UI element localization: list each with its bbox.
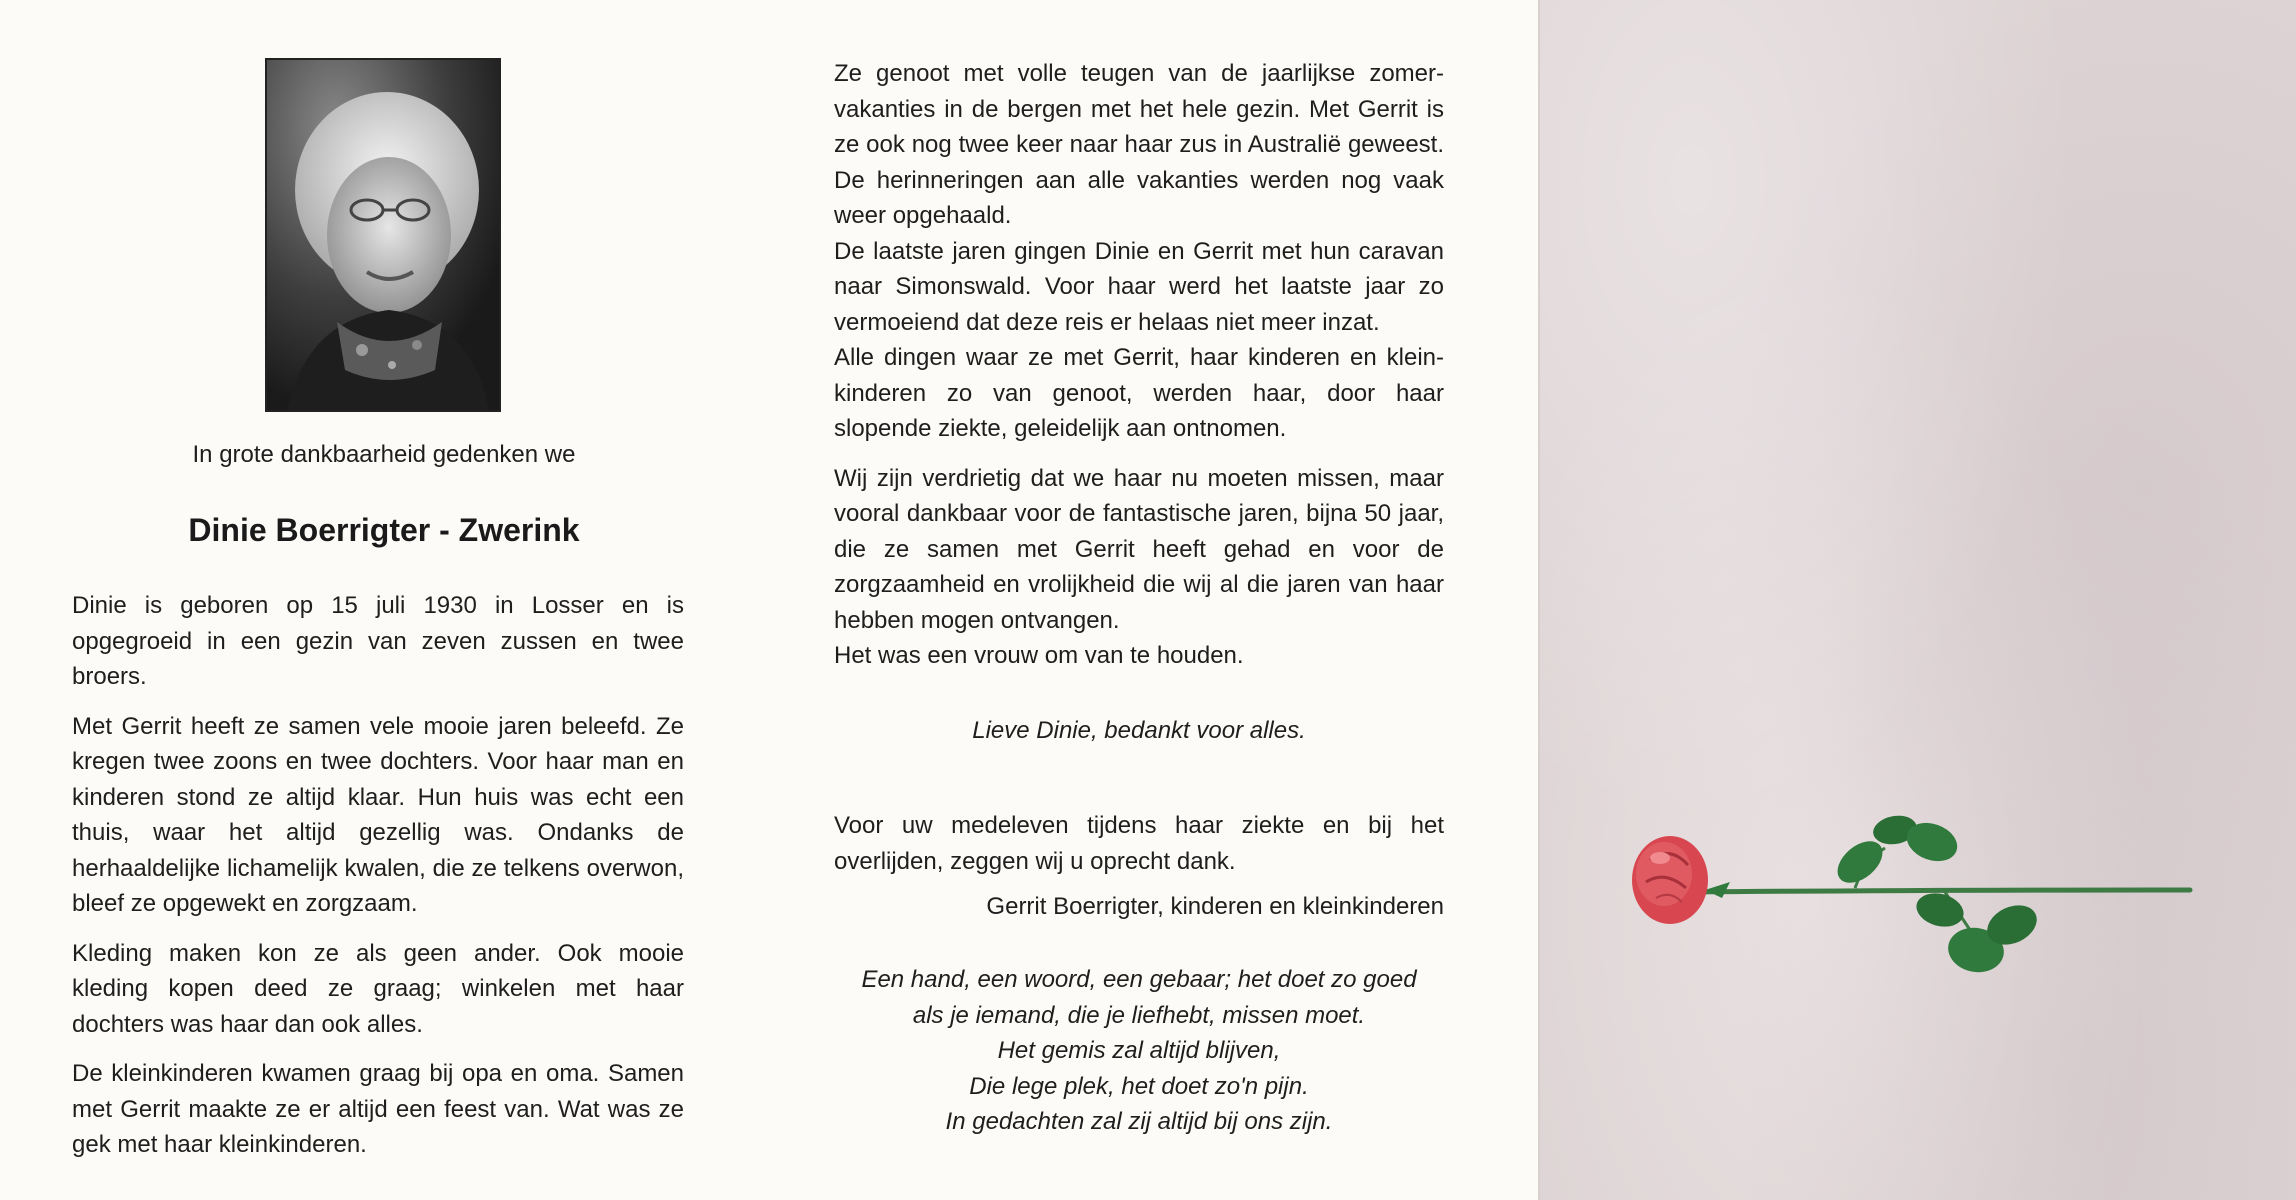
thanks-line: Lieve Dinie, bedankt voor alles.	[972, 717, 1306, 744]
signature: Gerrit Boerrigter, kinderen en kleinkinderen	[986, 893, 1444, 920]
poem-line: In gedachten zal zij altijd bij ons zijn.	[945, 1108, 1333, 1135]
middle-text-block	[834, 56, 1444, 674]
rose-icon	[1610, 790, 2210, 1000]
left-text-block	[72, 588, 684, 1163]
sympathy-block	[834, 808, 1444, 879]
poem	[834, 962, 1444, 1140]
portrait-photo-icon	[267, 60, 499, 410]
poem-line: Het gemis zal altijd blijven,	[997, 1037, 1281, 1064]
deceased-name: Dinie Boerrigter - Zwerink	[188, 512, 580, 548]
marble-panel	[1538, 0, 2296, 1200]
paragraph-family: Met Gerrit heeft ze samen vele mooie jaren beleefd. Ze kregen twee zoons en twee dochters. Voor haar man en kinderen stond ze altijd klaar. Hun huis was echt een thuis, waar het altijd gezellig was. Ondanks de herhaaldelijke lichamelijk kwalen, die ze telkens overwon, bleef ze opgewekt en zorgzaam.	[72, 712, 684, 917]
paragraph-clothing: Kleding maken kon ze als geen ander. Ook mooie kleding kopen deed ze graag; winkelen met haar dochters was haar dan ook alles.	[72, 939, 684, 1038]
paragraph-birth: Dinie is geboren op 15 juli 1930 in Losser en is opgegroeid in een gezin van zeven zussen en twee broers.	[72, 592, 684, 690]
paragraph-caravan: De laatste jaren gingen Dinie en Gerrit met hun caravan naar Simonswald. Voor haar werd het laatste jaar zo vermoeiend dat deze reis er helaas niet meer inzat.	[834, 237, 1444, 336]
paragraph-love: Het was een vrouw om van te houden.	[834, 642, 1244, 669]
paragraph-gratitude: Wij zijn verdrietig dat we haar nu moeten missen, maar vooral dankbaar voor de fantastische jaren, bijna 50 jaar, die ze samen met Gerrit heeft gehad en voor de zorgzaamheid en vrolijkheid die wij al die jaren van haar hebben mogen ontvangen.	[834, 464, 1444, 634]
paragraph-illness: Alle dingen waar ze met Gerrit, haar kinderen en klein-kinderen zo van genoot, werden haar, door haar slopende ziekte, geleidelijk aan ontnomen.	[834, 344, 1444, 442]
left-panel	[0, 0, 768, 1200]
poem-line: als je iemand, die je liefhebt, missen moet.	[912, 1001, 1366, 1029]
sympathy-text: Voor uw medeleven tijdens haar ziekte en bij het overlijden, zeggen wij u oprecht dank.	[834, 812, 1444, 875]
poem-line: Een hand, een woord, een gebaar; het doet zo goed	[861, 966, 1417, 993]
portrait-photo	[265, 58, 501, 412]
paragraph-holidays: Ze genoot met volle teugen van de jaarlijkse zomer-vakanties in de bergen met het hele gezin. Met Gerrit is ze ook nog twee keer naar haar zus in Australië geweest. De herinneringen aan alle vakanties werden nog vaak weer opgehaald.	[834, 60, 1444, 229]
poem-line: Die lege plek, het doet zo'n pijn.	[969, 1072, 1309, 1100]
intro-line: In grote dankbaarheid gedenken we	[192, 441, 576, 468]
paragraph-grandchildren: De kleinkinderen kwamen graag bij opa en oma. Samen met Gerrit maakte ze er altijd een feest van. Wat was ze gek met haar kleinkinderen.	[72, 1060, 684, 1158]
